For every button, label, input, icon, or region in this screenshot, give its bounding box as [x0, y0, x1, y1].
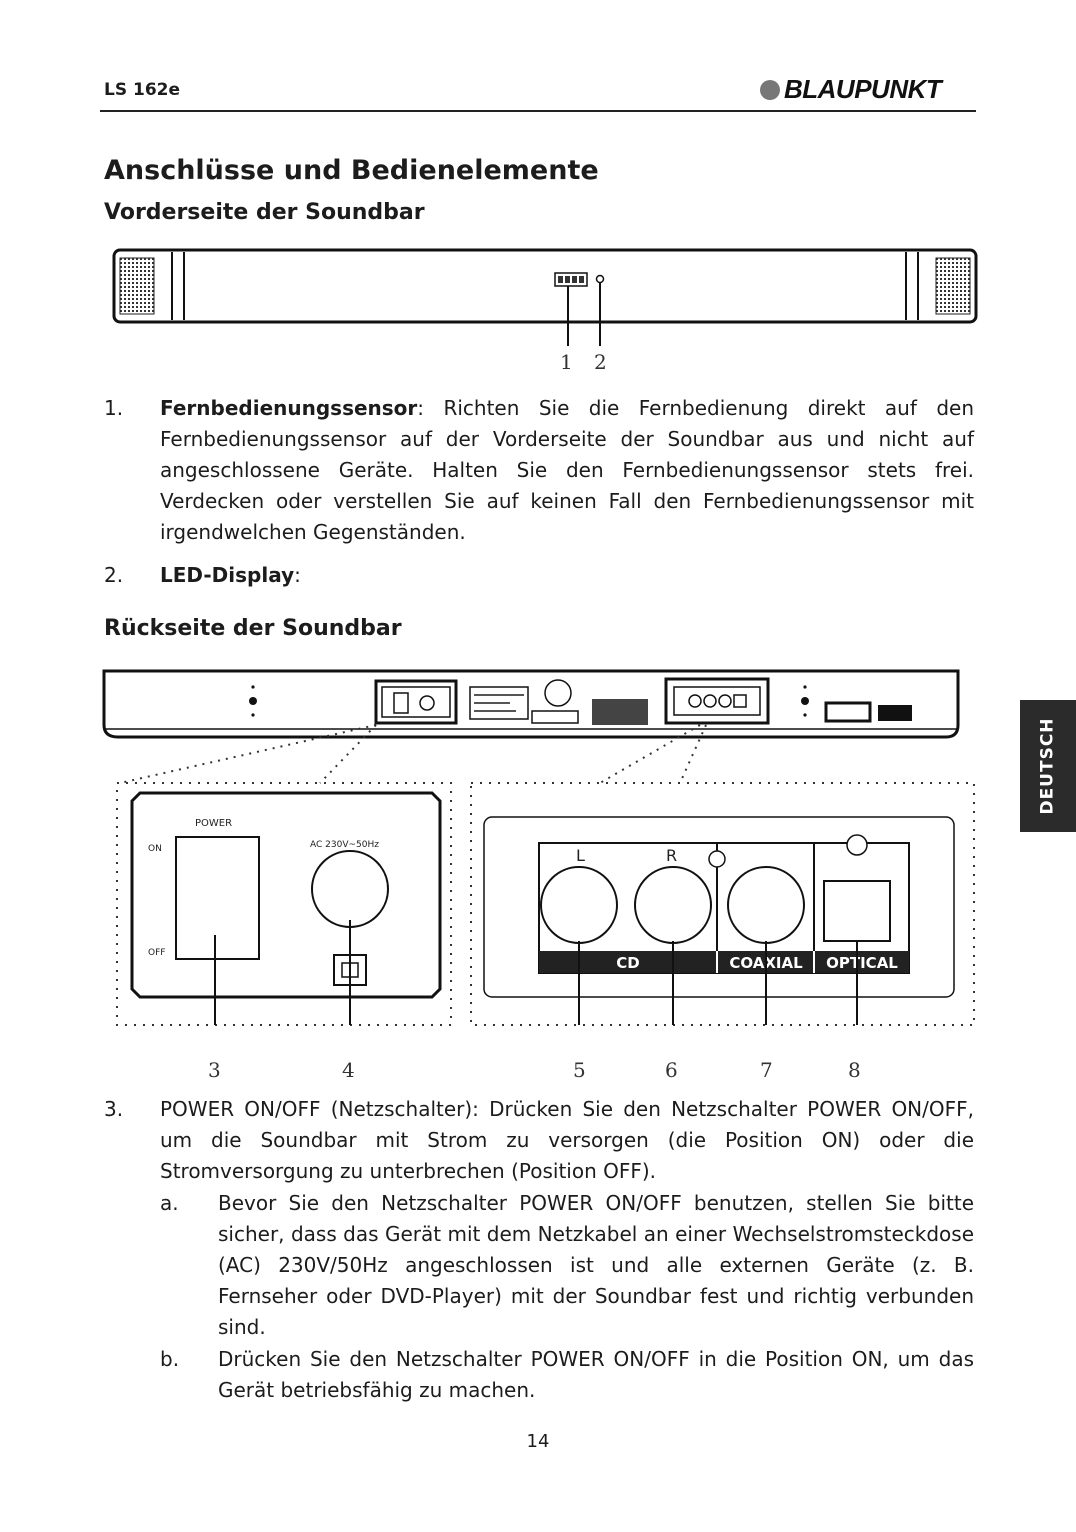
cd-right-jack: [635, 867, 711, 943]
subitem-b-number: b.: [160, 1347, 180, 1371]
on-label: ON: [148, 844, 162, 854]
item-2-body: :: [294, 563, 301, 587]
brand-dot-icon: [760, 80, 780, 100]
remote-sensor: [597, 276, 604, 283]
ac-inlet: [312, 851, 388, 927]
barcode-label: [592, 699, 648, 725]
page-number: 14: [526, 1431, 550, 1452]
callout-4: 4: [342, 1058, 355, 1082]
rear-slot-1: [826, 703, 870, 721]
item-1-term: Fernbedienungssensor: [160, 396, 418, 420]
front-soundbar-diagram: [112, 246, 978, 376]
header-rule: [100, 110, 976, 112]
rear-soundbar-diagram: [100, 665, 980, 1035]
item-1-number: 1.: [104, 396, 124, 420]
r-label: R: [666, 846, 678, 865]
callout-5: 5: [573, 1058, 586, 1082]
right-speaker-grill: [936, 258, 970, 314]
rear-slot-2: [878, 705, 912, 721]
power-label: POWER: [195, 818, 233, 829]
item-1-body: : Richten Sie die Fernbedienung direkt auf den Fernbedienungssensor auf der Vorderseite der Soundbar aus und nicht auf angeschlossene Geräte. Halten Sie den Fernbedienungssensor stets frei. Verdecken oder verstellen Sie auf keinen Fall den Fernbedienungssensor mit irgendwelchen Gegenständen.: [160, 396, 974, 544]
subitem-b-text: Drücken Sie den Netzschalter POWER ON/OFF in die Position ON, um das Gerät betriebsfähig zu machen.: [218, 1347, 974, 1402]
callout-7: 7: [760, 1058, 773, 1082]
l-label: L: [576, 846, 585, 865]
subitem-a-text: Bevor Sie den Netzschalter POWER ON/OFF benutzen, stellen Sie bitte sicher, dass das Gerät mit dem Netzkabel an einer Wechselstromsteckdose (AC) 230V/50Hz angeschlossen ist und alle externen Geräte (z. B. Fernseher oder DVD-Player) mit der Soundbar fest und richtig verbunden sind.: [218, 1191, 974, 1339]
rear-heading: Rückseite der Soundbar: [104, 616, 402, 641]
cd-label: CD: [616, 954, 640, 972]
brand-name: BLAUPUNKT: [784, 74, 942, 104]
page-title: Anschlüsse und Bedienelemente: [104, 155, 599, 186]
power-switch: [176, 837, 259, 959]
optical-jack: [824, 881, 890, 941]
ac-label: AC 230V~50Hz: [310, 840, 379, 850]
item-2-term: LED-Display: [160, 563, 295, 587]
item-3-text: POWER ON/OFF (Netzschalter): Drücken Sie den Netzschalter POWER ON/OFF, um die Soundbar mit Strom zu versorgen (die Position ON) oder die Stromversorgung zu unterbrechen (Position OFF).: [160, 1097, 974, 1183]
item-3-number: 3.: [104, 1097, 124, 1121]
rear-round-port: [545, 680, 571, 706]
language-tab: [1020, 700, 1076, 832]
coaxial-label: COAXIAL: [729, 954, 803, 972]
off-label: OFF: [148, 948, 166, 958]
language-tab-label: DEUTSCH: [1038, 717, 1059, 815]
callout-8: 8: [848, 1058, 861, 1082]
callout-1: 1: [560, 350, 573, 374]
model-name: LS 162e: [104, 80, 181, 100]
item-2-text: [160, 560, 974, 591]
front-soundbar-body: [114, 250, 976, 322]
item-2-number: 2.: [104, 563, 124, 587]
left-speaker-grill: [120, 258, 154, 314]
coaxial-jack: [728, 867, 804, 943]
callout-6: 6: [665, 1058, 678, 1082]
front-heading: Vorderseite der Soundbar: [104, 200, 425, 225]
callout-2: 2: [594, 350, 607, 374]
optical-label: OPTICAL: [826, 954, 898, 972]
subitem-a-number: a.: [160, 1191, 179, 1215]
brand-logo: [760, 74, 941, 105]
item-1-text: [160, 393, 974, 548]
callout-3: 3: [208, 1058, 221, 1082]
cd-left-jack: [541, 867, 617, 943]
